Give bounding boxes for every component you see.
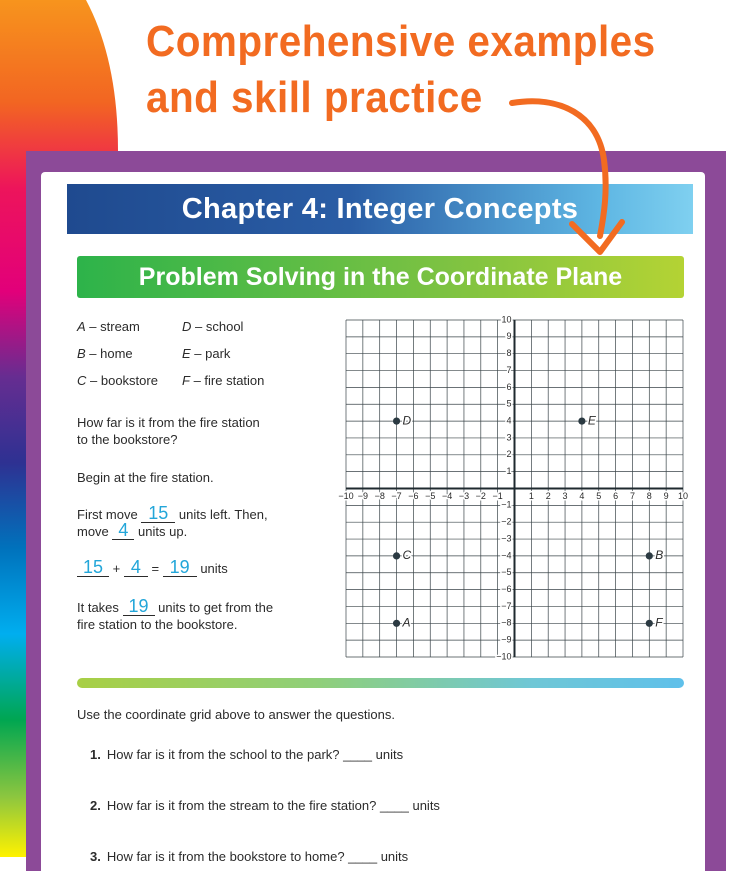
answer-blank: 19 — [163, 558, 197, 577]
answer-blank: 15 — [77, 558, 109, 577]
promo-headline — [146, 14, 656, 126]
question-number: 2. — [90, 798, 101, 813]
question-text: How far is it from the school to the park? ____ units — [106, 747, 404, 762]
coordinate-plane — [330, 312, 690, 668]
y-tick-label: 10 — [501, 314, 512, 325]
legend-item-b — [77, 345, 133, 362]
legend-item-a — [77, 318, 140, 335]
question-text: How far is it from the bookstore to home? ____ units — [106, 849, 409, 864]
legend-letter: C — [77, 373, 87, 388]
y-tick-label: 5 — [506, 398, 512, 409]
answer-blank: 15 — [141, 504, 175, 523]
question-number: 1. — [90, 747, 101, 762]
legend-item-c — [77, 372, 158, 389]
example-question-line: How far is it from the fire station — [77, 415, 260, 430]
question-text: How far is it from the stream to the fire station? ____ units — [106, 798, 440, 813]
x-tick-label: −9 — [357, 490, 368, 501]
example-question — [77, 414, 260, 448]
y-tick-label: 9 — [506, 331, 512, 342]
example-text: It takes — [77, 600, 119, 615]
x-tick-label: −3 — [458, 490, 470, 501]
x-tick-label: 4 — [579, 490, 585, 501]
answer-blank: 19 — [123, 597, 155, 616]
x-tick-label: 6 — [613, 490, 619, 501]
answer-blank: 4 — [124, 558, 148, 577]
point-d — [393, 418, 400, 425]
y-tick-label: −5 — [501, 567, 512, 578]
x-tick-label: 10 — [677, 490, 689, 501]
point-b — [646, 552, 653, 559]
y-tick-label: −6 — [501, 583, 512, 594]
point-e — [578, 418, 585, 425]
legend-item-e — [182, 345, 230, 362]
point-label-a: A — [402, 615, 411, 630]
x-tick-label: 1 — [528, 490, 534, 501]
legend-item-f — [182, 372, 264, 389]
legend-label: – park — [194, 346, 231, 361]
y-tick-label: 4 — [506, 415, 512, 426]
x-tick-label: 7 — [629, 490, 635, 501]
promo-headline-line-2: and skill practice — [146, 73, 483, 122]
x-tick-label: −8 — [374, 490, 385, 501]
y-tick-label: 1 — [506, 466, 512, 477]
legend-label: – school — [195, 319, 244, 334]
point-f — [646, 620, 653, 627]
plus-sign: + — [112, 561, 121, 576]
y-tick-label: −7 — [501, 600, 512, 611]
practice-question — [90, 797, 440, 814]
x-tick-label: −6 — [408, 490, 419, 501]
legend-label: – home — [89, 346, 133, 361]
y-tick-label: 8 — [506, 348, 512, 359]
point-label-b: B — [655, 548, 664, 563]
legend-letter: D — [182, 319, 192, 334]
answer-blank: 4 — [112, 521, 134, 540]
y-tick-label: 7 — [506, 364, 512, 375]
practice-instructions: Use the coordinate grid above to answer the questions. — [77, 707, 395, 722]
example-equation — [77, 558, 228, 577]
legend-item-d — [182, 318, 243, 335]
y-tick-label: −9 — [501, 634, 512, 645]
y-tick-label: 6 — [506, 381, 512, 392]
question-number: 3. — [90, 849, 101, 864]
legend-label: – stream — [89, 319, 140, 334]
x-tick-label: 5 — [596, 490, 602, 501]
equals-sign: = — [151, 561, 160, 576]
y-tick-label: −3 — [501, 533, 512, 544]
point-label-c: C — [402, 548, 412, 563]
example-text: units to get from the — [158, 600, 274, 615]
example-question-line: to the bookstore? — [77, 432, 178, 447]
legend-label: – fire station — [193, 373, 265, 388]
example-move-line-2 — [77, 521, 187, 540]
x-tick-label: 9 — [663, 490, 669, 501]
legend-letter: E — [182, 346, 191, 361]
example-text: units left. Then, — [178, 507, 268, 522]
example-text: First move — [77, 507, 138, 522]
example-text: units — [200, 561, 228, 576]
legend-label: – bookstore — [90, 373, 158, 388]
y-tick-label: 3 — [506, 432, 512, 443]
x-tick-label: −5 — [425, 490, 436, 501]
legend-letter: B — [77, 346, 86, 361]
example-text: units up. — [138, 524, 188, 539]
point-c — [393, 552, 400, 559]
y-tick-label: 2 — [506, 449, 512, 460]
y-tick-label: −1 — [501, 499, 512, 510]
x-tick-label: 2 — [545, 490, 551, 501]
y-tick-label: −2 — [501, 516, 512, 527]
legend-letter: A — [77, 319, 86, 334]
example-text: move — [77, 524, 109, 539]
chapter-title-bar: Chapter 4: Integer Concepts — [67, 184, 693, 234]
point-label-d: D — [402, 413, 412, 428]
promo-headline-line-1: Comprehensive examples — [146, 17, 656, 66]
x-tick-label: −4 — [441, 490, 453, 501]
example-begin: Begin at the fire station. — [77, 470, 214, 485]
x-tick-label: 3 — [562, 490, 568, 501]
example-conclusion — [77, 597, 273, 633]
practice-question — [90, 746, 403, 763]
y-tick-label: −4 — [501, 550, 512, 561]
section-divider — [77, 678, 684, 688]
example-text: fire station to the bookstore. — [77, 617, 238, 632]
legend-letter: F — [182, 373, 190, 388]
x-tick-label: −7 — [391, 490, 402, 501]
point-a — [393, 620, 400, 627]
y-tick-label: −10 — [496, 651, 512, 662]
section-title-bar: Problem Solving in the Coordinate Plane — [77, 256, 684, 298]
x-tick-label: −2 — [475, 490, 486, 501]
y-tick-label: −8 — [501, 617, 512, 628]
x-tick-label: −1 — [492, 490, 503, 501]
x-tick-label: −10 — [338, 490, 354, 501]
x-tick-label: 8 — [646, 490, 652, 501]
point-label-f: F — [655, 615, 663, 630]
point-label-e: E — [587, 413, 596, 428]
